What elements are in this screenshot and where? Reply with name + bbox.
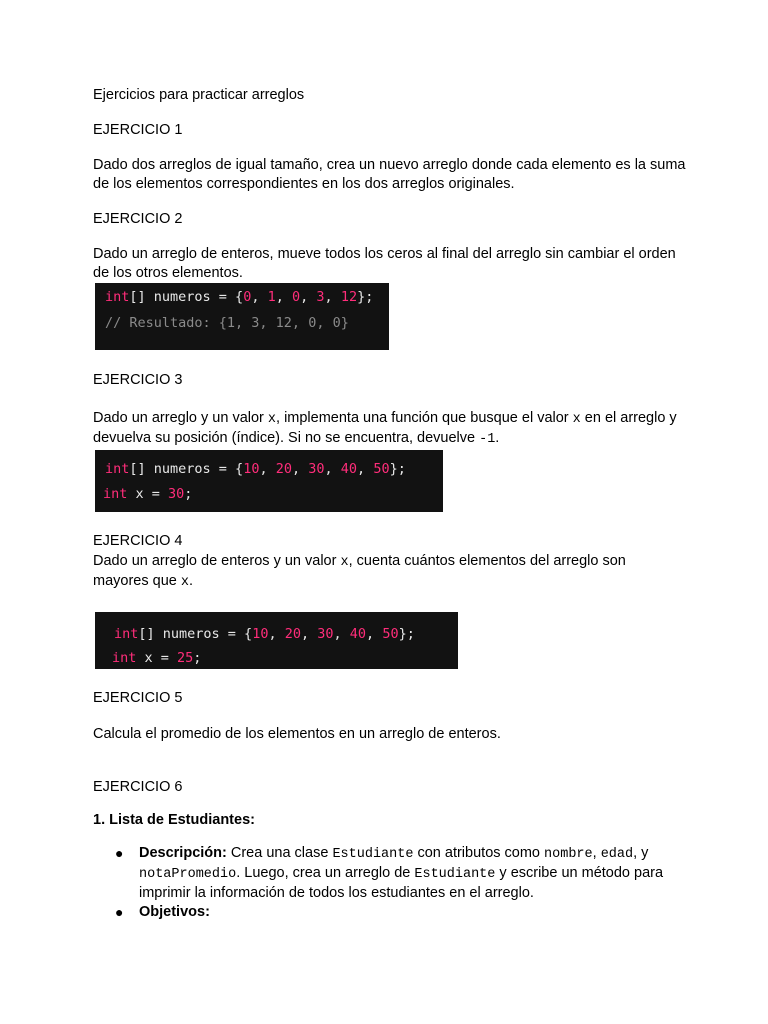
code-number: 30 xyxy=(308,461,325,477)
inline-code: notaPromedio xyxy=(139,867,237,882)
text-run: , implementa una función que busque el valor xyxy=(276,410,573,426)
exercise-5-heading: EJERCICIO 5 xyxy=(93,690,183,706)
bullet-icon: ● xyxy=(115,904,124,920)
text-run: Dado un arreglo y un valor xyxy=(93,410,268,426)
code-line-1: int[] numeros = {10, 20, 30, 40, 50}; xyxy=(105,461,406,477)
code-number: 10 xyxy=(243,461,260,477)
exercise-6-subheading: 1. Lista de Estudiantes: xyxy=(93,812,255,828)
exercise-2-code-block xyxy=(95,283,389,350)
code-text: }; xyxy=(389,461,406,477)
exercise-6-heading: EJERCICIO 6 xyxy=(93,779,183,795)
code-number: 30 xyxy=(317,626,334,642)
text-run: Dado un arreglo de enteros y un valor xyxy=(93,553,341,569)
bullet-label: Descripción: xyxy=(139,845,227,861)
code-number: 3 xyxy=(316,289,325,305)
code-keyword: int xyxy=(114,626,139,642)
text-run: con atributos como xyxy=(413,845,545,861)
code-line-2 xyxy=(112,649,201,668)
code-number: 1 xyxy=(267,289,276,305)
inline-code: nombre xyxy=(544,847,593,862)
code-number: 20 xyxy=(275,461,292,477)
exercise-4-heading: EJERCICIO 4 xyxy=(93,533,183,549)
exercise-1-heading: EJERCICIO 1 xyxy=(93,122,183,138)
exercise-3-heading: EJERCICIO 3 xyxy=(93,372,183,388)
code-number: 12 xyxy=(340,289,358,305)
exercise-1-text: Dado dos arreglos de igual tamaño, crea un nuevo arreglo donde cada elemento es la suma de los elementos correspondientes en los dos arreglos originales. xyxy=(93,157,686,192)
code-number: 40 xyxy=(340,461,358,477)
text-run: . Luego, crea un arreglo de xyxy=(236,865,415,881)
code-text: x = xyxy=(136,650,178,666)
inline-code: edad xyxy=(600,847,634,862)
code-keyword: int xyxy=(103,486,128,502)
code-line-2 xyxy=(103,485,192,504)
text-run: en el arreglo y devuelva su posición (índice). Si no se encuentra, devuelve xyxy=(93,410,677,446)
inline-code: -1 xyxy=(479,432,496,447)
code-keyword: int xyxy=(105,461,130,477)
exercise-4-text xyxy=(93,552,683,592)
code-number: 0 xyxy=(243,289,252,305)
list-item xyxy=(93,844,693,903)
code-number: 0 xyxy=(292,289,301,305)
code-text: }; xyxy=(398,626,415,642)
inline-code: Estudiante xyxy=(414,867,496,882)
code-line-1: int[] numeros = {10, 20, 30, 40, 50}; xyxy=(114,626,415,642)
code-text: ; xyxy=(184,486,193,502)
code-text: ; xyxy=(193,650,202,666)
exercise-5-text: Calcula el promedio de los elementos en un arreglo de enteros. xyxy=(93,726,501,742)
code-text: }; xyxy=(357,289,374,305)
code-comment: // Resultado: {1, 3, 12, 0, 0} xyxy=(105,315,349,331)
inline-code: x xyxy=(180,575,189,590)
code-number: 50 xyxy=(382,626,399,642)
text-run: Crea una clase xyxy=(226,845,333,861)
bullet-label: Objetivos: xyxy=(139,904,210,920)
inline-code: x xyxy=(340,555,349,570)
inline-code: x xyxy=(267,412,277,427)
inline-code: Estudiante xyxy=(332,847,414,862)
code-keyword: int xyxy=(105,289,130,305)
inline-code: x xyxy=(572,412,581,427)
list-item xyxy=(93,903,693,922)
code-number: 30 xyxy=(168,486,185,502)
code-number: 40 xyxy=(349,626,367,642)
code-text: [] numeros = { xyxy=(129,461,244,477)
code-line-1: int[] numeros = {0, 1, 0, 3, 12}; xyxy=(105,289,374,305)
exercise-2-heading: EJERCICIO 2 xyxy=(93,211,183,227)
exercise-6-bullet-list xyxy=(93,844,693,922)
bullet-icon: ● xyxy=(115,845,124,861)
exercise-4-code-block xyxy=(95,612,458,669)
exercise-2-text: Dado un arreglo de enteros, mueve todos los ceros al final del arreglo sin cambiar el orden de los otros elementos. xyxy=(93,246,676,281)
exercise-3-code-block xyxy=(95,450,443,512)
document-title: Ejercicios para practicar arreglos xyxy=(93,87,305,103)
code-text: [] numeros = { xyxy=(129,289,244,305)
code-text: x = xyxy=(127,486,169,502)
code-text: [] numeros = { xyxy=(138,626,253,642)
code-number: 10 xyxy=(252,626,269,642)
text-run: , cuenta cuántos elementos del arreglo son mayores que xyxy=(93,553,626,589)
text-run: y escribe un método para imprimir la información de todos los estudiantes en el arreglo. xyxy=(139,865,664,901)
code-number: 20 xyxy=(284,626,301,642)
text-run: , y xyxy=(633,845,649,861)
text-run: . xyxy=(495,430,500,446)
text-run: , xyxy=(592,845,601,861)
text-run: . xyxy=(188,573,193,589)
code-number: 25 xyxy=(177,650,194,666)
code-keyword: int xyxy=(112,650,137,666)
code-number: 50 xyxy=(373,461,390,477)
exercise-3-text xyxy=(93,409,683,449)
